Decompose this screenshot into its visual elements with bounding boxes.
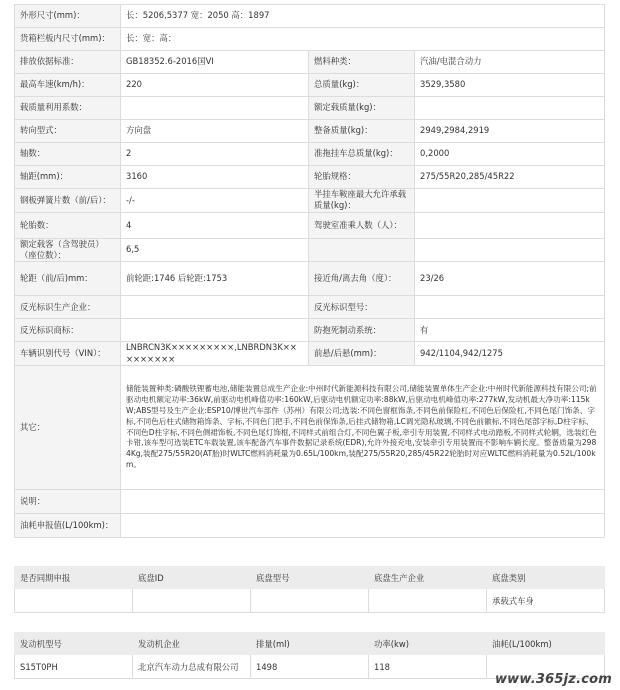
chassis-header-row	[15, 567, 605, 589]
spec-row	[15, 143, 605, 166]
spec-row	[15, 28, 605, 51]
spec-row	[15, 5, 605, 28]
spec-label: 准拖挂车总质量(kg)：	[309, 143, 415, 166]
spec-value: GB18352.6-2016国VI	[121, 51, 309, 74]
spec-value: 220	[121, 74, 309, 97]
spec-label: 说明：	[15, 490, 121, 514]
spec-row	[15, 319, 605, 342]
spec-label: 钢板弹簧片数（前/后）：	[15, 189, 121, 213]
spec-value: 3160	[121, 166, 309, 189]
spec-label: 轴距(mm)：	[15, 166, 121, 189]
spec-row	[15, 51, 605, 74]
spec-row	[15, 97, 605, 120]
spec-value: 942/1104,942/1275	[415, 342, 605, 366]
chassis-table	[14, 566, 605, 613]
spec-row	[15, 189, 605, 213]
spec-label: 额定载质量(kg)：	[309, 97, 415, 120]
spec-row	[15, 342, 605, 366]
spec-label: 反光标识商标：	[15, 319, 121, 342]
spec-value: LNBRCN3K×××××××××,LNBRDN3K×××××××××	[121, 342, 309, 366]
table-cell: 1498	[251, 655, 369, 679]
site-watermark: www.365jz.com	[494, 672, 612, 687]
vehicle-spec-table	[14, 4, 605, 538]
spec-label	[309, 238, 415, 262]
spec-value	[121, 296, 309, 319]
spec-value	[415, 212, 605, 238]
engine-header-row	[15, 633, 605, 655]
column-header: 发动机企业	[133, 633, 251, 655]
spec-label: 车辆识别代号（VIN）：	[15, 342, 121, 366]
spec-label: 整备质量(kg)：	[309, 120, 415, 143]
column-header: 底盘ID	[133, 567, 251, 589]
spec-value: 长：5206,5377 宽：2050 高：1897	[121, 5, 605, 28]
spec-label: 转向型式：	[15, 120, 121, 143]
spec-value: 方向盘	[121, 120, 309, 143]
spec-row	[15, 514, 605, 538]
other-notes: 储能装置种类:磷酸铁锂蓄电池,储能装置总成生产企业:中州时代新能源科技有限公司,储能装置单体生产企业:中州时代新能源科技有限公司;前驱动电机额定功率:36kW,前驱动电机峰值功率:160kW,后驱动电机额定功率:88kW,后驱动电机峰值功率:277kW,发动机最大净功率:115kW;ABS型号及生产企业:ESP10/博世汽车部件（苏州）有限公司;选装:不同色窗框饰条,不同色前保险杠,不同色后保险杠,不同色尾门饰条、字标,不同色后柱式储物箱饰条、字标,不同色门把手,不同色前保饰条,后挂式储物箱,LC调光隐私玻璃,不同色前徽标,不同色尾部字标,D柱字标、不同色D柱字标,不同色侧裙饰板,不同色尾灯饰框,不同样式前组合灯,不同色翼子板,牵引专用装置,不同样式电动踏板,不同样式轮辋，选装红色卡钳,该车型可选装ETC车载装置,该车配备汽车事件数据记录系统(EDR),允许外接充电,安装牵引专用装置而不影响车辆长度。整备质量为2984Kg,装配275/55R20(AT胎)时WLTC燃料消耗量为0.65L/100km,装配275/55R20,285/45R22轮胎时对应WLTC燃料消耗量为0.52L/100km。	[121, 366, 605, 490]
table-cell: S15T0PH	[15, 655, 133, 679]
spec-label: 载质量利用系数：	[15, 97, 121, 120]
spec-value: -/-	[121, 189, 309, 213]
spec-value	[415, 296, 605, 319]
spec-value: 前轮距:1746 后轮距:1753	[121, 262, 309, 296]
spec-label: 轴数：	[15, 143, 121, 166]
spec-label: 防抱死制动系统：	[309, 319, 415, 342]
spec-label: 燃料种类：	[309, 51, 415, 74]
spec-label: 轮胎规格：	[309, 166, 415, 189]
spec-row	[15, 166, 605, 189]
spec-value	[415, 97, 605, 120]
spec-label: 其它：	[15, 366, 121, 490]
spec-label: 轮距（前/后)mm：	[15, 262, 121, 296]
spec-value	[415, 189, 605, 213]
spec-value: 3529,3580	[415, 74, 605, 97]
table-cell	[15, 589, 133, 613]
column-header: 底盘类别	[487, 567, 605, 589]
spec-label: 总质量(kg)：	[309, 74, 415, 97]
spec-label: 额定载客（含驾驶员）（座位数）：	[15, 238, 121, 262]
column-header: 底盘型号	[251, 567, 369, 589]
column-header: 排量(ml)	[251, 633, 369, 655]
column-header: 功率(kw)	[369, 633, 487, 655]
spec-row	[15, 262, 605, 296]
table-cell: 承载式车身	[487, 589, 605, 613]
spec-label: 油耗申报值(L/100km)：	[15, 514, 121, 538]
spec-row	[15, 212, 605, 238]
column-header: 底盘生产企业	[369, 567, 487, 589]
table-cell: 北京汽车动力总成有限公司	[133, 655, 251, 679]
spec-label: 最高车速(km/h)：	[15, 74, 121, 97]
spec-value	[121, 97, 309, 120]
spec-row	[15, 490, 605, 514]
spec-value: 4	[121, 212, 309, 238]
spec-row	[15, 74, 605, 97]
spec-row	[15, 238, 605, 262]
table-row	[15, 589, 605, 613]
spec-value: 0,2000	[415, 143, 605, 166]
spec-label: 接近角/离去角（度）：	[309, 262, 415, 296]
spec-label: 驾驶室准乘人数（人）：	[309, 212, 415, 238]
spec-label: 前悬/后悬(mm)：	[309, 342, 415, 366]
spec-value: 23/26	[415, 262, 605, 296]
column-header: 油耗(L/100km)	[487, 633, 605, 655]
spec-value	[121, 514, 605, 538]
spec-value	[415, 238, 605, 262]
spec-label: 反光标识型号：	[309, 296, 415, 319]
table-cell	[369, 589, 487, 613]
spec-row	[15, 296, 605, 319]
spec-value	[121, 319, 309, 342]
column-header: 发动机型号	[15, 633, 133, 655]
spec-value: 有	[415, 319, 605, 342]
column-header: 是否同期申报	[15, 567, 133, 589]
spec-value: 6,5	[121, 238, 309, 262]
spec-label: 半挂车鞍座最大允许承载质量(kg)：	[309, 189, 415, 213]
table-cell: 118	[369, 655, 487, 679]
spec-row	[15, 366, 605, 490]
spec-label: 外形尺寸(mm)：	[15, 5, 121, 28]
spec-value: 长：宽：高：	[121, 28, 605, 51]
spec-label: 货箱栏板内尺寸(mm)：	[15, 28, 121, 51]
table-cell	[251, 589, 369, 613]
spec-row	[15, 120, 605, 143]
spec-value: 汽油/电混合动力	[415, 51, 605, 74]
spec-label: 反光标识生产企业：	[15, 296, 121, 319]
spec-value: 2949,2984,2919	[415, 120, 605, 143]
spec-label: 轮胎数：	[15, 212, 121, 238]
table-cell	[133, 589, 251, 613]
spec-value: 2	[121, 143, 309, 166]
spec-value	[121, 490, 605, 514]
spec-label: 排放依据标准：	[15, 51, 121, 74]
spec-value: 275/55R20,285/45R22	[415, 166, 605, 189]
